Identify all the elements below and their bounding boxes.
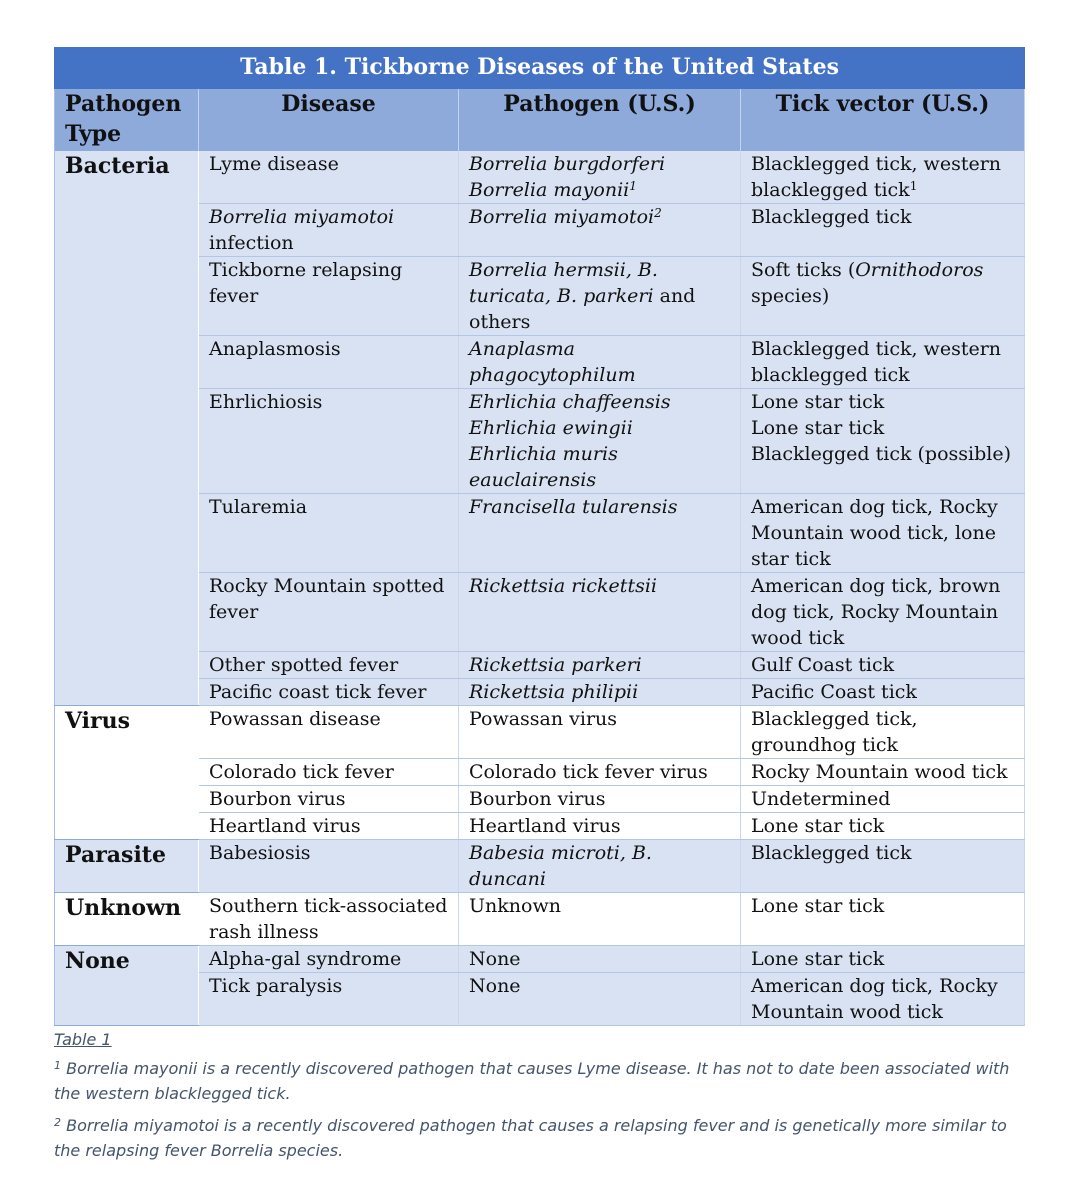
- disease-cell: Pacific coast tick fever: [199, 679, 459, 706]
- group-label-unknown: Unknown: [55, 893, 199, 946]
- table-row: [55, 759, 1025, 786]
- disease-cell: Colorado tick fever: [199, 759, 459, 786]
- footnote-2: $^2$ Borrelia miyamotoi is a recently discovered pathogen that causes a relapsing fever and is genetically more similar to the relapsing fever Borrelia species.: [54, 1116, 1007, 1160]
- pathogen-cell: Bourbon virus: [459, 786, 741, 813]
- pathogen-cell: Rickettsia philipii: [459, 679, 741, 706]
- pathogen-cell: Colorado tick fever virus: [459, 759, 741, 786]
- table-row: [55, 389, 1025, 494]
- pathogen-cell: None: [459, 973, 741, 1026]
- vector-cell: Blacklegged tick: [741, 840, 1025, 893]
- table-row: [55, 494, 1025, 573]
- pathogen-cell: Rickettsia parkeri: [459, 652, 741, 679]
- disease-cell: Bourbon virus: [199, 786, 459, 813]
- header-disease: Disease: [199, 89, 459, 152]
- pathogen-cell: Heartland virus: [459, 813, 741, 840]
- footnote-1: $^1$ Borrelia mayonii is a recently discovered pathogen that causes Lyme disease. It has not to date been associated with the western blacklegged tick.: [54, 1059, 1010, 1103]
- vector-cell: American dog tick, brown dog tick, Rocky Mountain wood tick: [741, 573, 1025, 652]
- table-caption: Table 1: [54, 1030, 112, 1049]
- disease-cell: Other spotted fever: [199, 652, 459, 679]
- table-row: [55, 973, 1025, 1026]
- disease-cell: Lyme disease: [199, 151, 459, 204]
- header-tick-vector: Tick vector (U.S.): [741, 89, 1025, 152]
- table-figure: [54, 47, 1024, 1163]
- table-row: [55, 679, 1025, 706]
- header-pathogen-type: Pathogen Type: [55, 89, 199, 152]
- disease-cell: Tick paralysis: [199, 973, 459, 1026]
- disease-cell: Rocky Mountain spotted fever: [199, 573, 459, 652]
- group-label-none: None: [55, 946, 199, 1026]
- pathogen-cell: Powassan virus: [459, 706, 741, 759]
- table-row: [55, 706, 1025, 759]
- disease-cell: Borrelia miyamotoi infection: [199, 204, 459, 257]
- vector-cell: Blacklegged tick, western blacklegged tick$^1$: [741, 151, 1025, 204]
- table-row: [55, 893, 1025, 946]
- disease-cell: Alpha-gal syndrome: [199, 946, 459, 973]
- vector-cell: Undetermined: [741, 786, 1025, 813]
- disease-cell: Ehrlichiosis: [199, 389, 459, 494]
- table-row: [55, 946, 1025, 973]
- vector-cell: American dog tick, Rocky Mountain wood tick: [741, 973, 1025, 1026]
- pathogen-cell: Francisella tularensis: [459, 494, 741, 573]
- vector-cell: Blacklegged tick: [741, 204, 1025, 257]
- disease-cell: Tularemia: [199, 494, 459, 573]
- disease-cell: Powassan disease: [199, 706, 459, 759]
- vector-cell: Soft ticks (Ornithodoros species): [741, 257, 1025, 336]
- table-row: [55, 786, 1025, 813]
- table-title: Table 1. Tickborne Diseases of the United States: [55, 48, 1025, 89]
- table-row: [55, 257, 1025, 336]
- pathogen-cell: None: [459, 946, 741, 973]
- pathogen-cell: Borrelia burgdorferi Borrelia mayonii$^1$: [459, 151, 741, 204]
- tickborne-diseases-table: [54, 47, 1025, 1026]
- disease-cell: Tickborne relapsing fever: [199, 257, 459, 336]
- table-row: [55, 840, 1025, 893]
- vector-cell: Gulf Coast tick: [741, 652, 1025, 679]
- vector-cell: Blacklegged tick, groundhog tick: [741, 706, 1025, 759]
- pathogen-cell: Borrelia miyamotoi$^2$: [459, 204, 741, 257]
- disease-cell: Babesiosis: [199, 840, 459, 893]
- vector-cell: Lone star tick Lone star tick Blacklegged tick (possible): [741, 389, 1025, 494]
- table-row: [55, 151, 1025, 204]
- table-row: [55, 813, 1025, 840]
- vector-cell: American dog tick, Rocky Mountain wood tick, lone star tick: [741, 494, 1025, 573]
- vector-cell: Rocky Mountain wood tick: [741, 759, 1025, 786]
- vector-cell: Lone star tick: [741, 893, 1025, 946]
- disease-cell: Heartland virus: [199, 813, 459, 840]
- pathogen-cell: Ehrlichia chaffeensis Ehrlichia ewingii Ehrlichia muris eauclairensis: [459, 389, 741, 494]
- header-pathogen: Pathogen (U.S.): [459, 89, 741, 152]
- table-row: [55, 573, 1025, 652]
- disease-cell: Anaplasmosis: [199, 336, 459, 389]
- table-row: [55, 652, 1025, 679]
- disease-cell: Southern tick-associated rash illness: [199, 893, 459, 946]
- vector-cell: Lone star tick: [741, 946, 1025, 973]
- pathogen-cell: Borrelia hermsii, B. turicata, B. parkeri and others: [459, 257, 741, 336]
- pathogen-cell: Unknown: [459, 893, 741, 946]
- table-row: [55, 336, 1025, 389]
- group-label-parasite: Parasite: [55, 840, 199, 893]
- pathogen-cell: Rickettsia rickettsii: [459, 573, 741, 652]
- pathogen-cell: Babesia microti, B. duncani: [459, 840, 741, 893]
- table-row: [55, 204, 1025, 257]
- vector-cell: Pacific Coast tick: [741, 679, 1025, 706]
- group-label-bacteria: Bacteria: [55, 151, 199, 706]
- vector-cell: Blacklegged tick, western blacklegged tick: [741, 336, 1025, 389]
- group-label-virus: Virus: [55, 706, 199, 840]
- pathogen-cell: Anaplasma phagocytophilum: [459, 336, 741, 389]
- vector-cell: Lone star tick: [741, 813, 1025, 840]
